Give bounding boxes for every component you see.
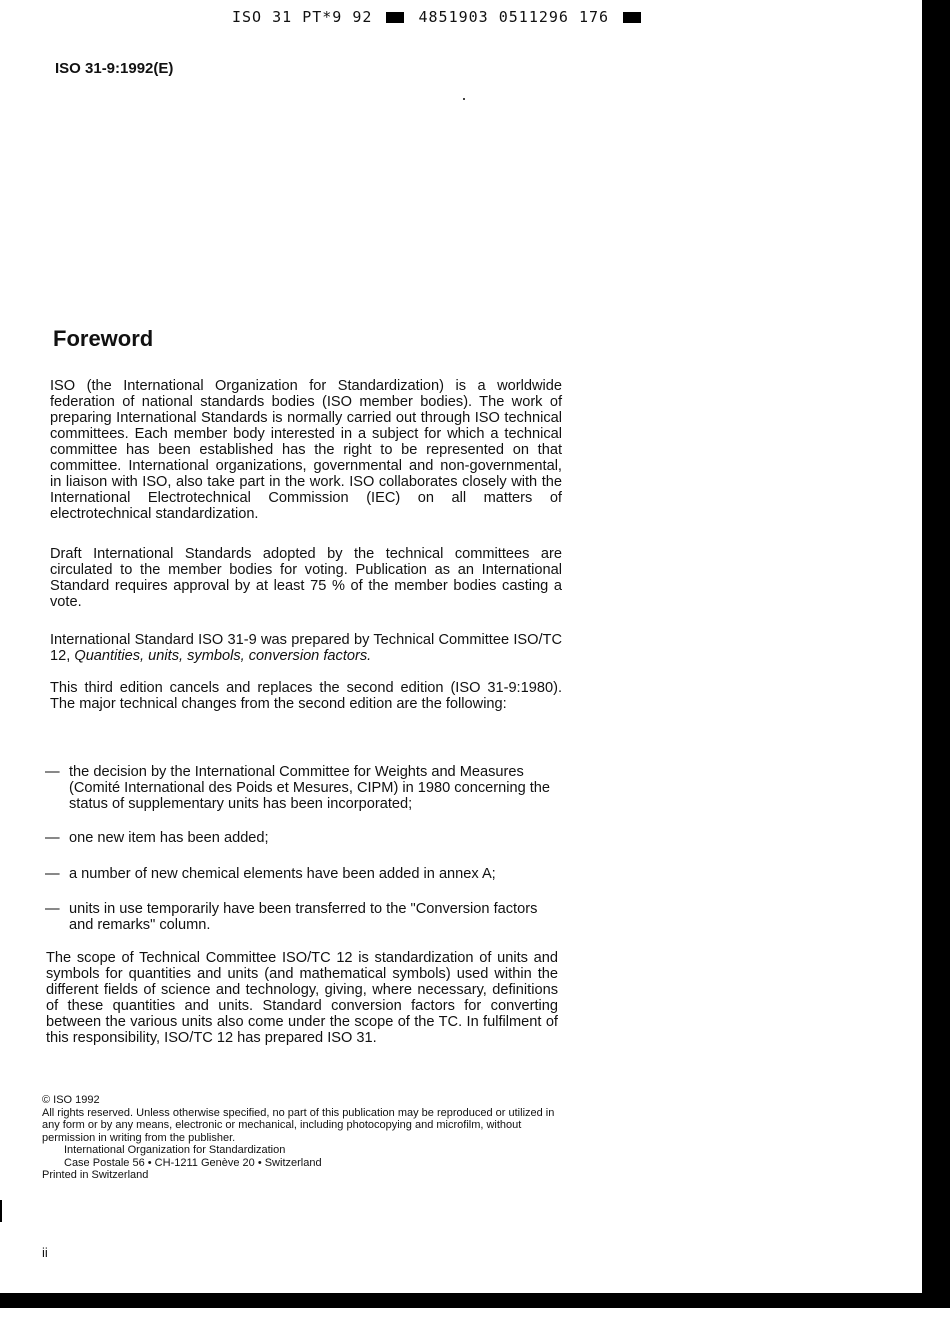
list-dash: —	[45, 901, 60, 917]
copyright-line: © ISO 1992	[42, 1094, 100, 1106]
list-dash: —	[45, 764, 60, 780]
foreword-paragraph-1: ISO (the International Organization for Standardization) is a worldwide federation of national standards bodies (ISO member bodies). The work of preparing International Standards is normally carried out through ISO technical committees. Each member body interested in a subject for which a technical committee has been established has the right to be represented on that committee. International organizations, governmental and non-governmental, in liaison with ISO, also take part in the work. ISO collaborates closely with the International Electrotechnical Commission (IEC) on all matters of electrotechnical standardization.	[50, 378, 562, 522]
scan-header-number: 4851903 0511296 176	[418, 8, 610, 26]
list-item	[45, 866, 560, 882]
foreword-paragraph-4: This third edition cancels and replaces the second edition (ISO 31-9:1980). The major technical changes from the second edition are the following:	[50, 680, 562, 712]
document-id: ISO 31-9:1992(E)	[55, 60, 174, 77]
list-dash: —	[45, 866, 60, 882]
foreword-paragraph-5: The scope of Technical Committee ISO/TC 12 is standardization of units and symbols for quantities and units (and mathematical symbols) used within the different fields of science and technology, giving, where necessary, definitions of these quantities and units. Standard conversion factors for converting between the various units also come under the scope of the TC. In fulfilment of this responsibility, ISO/TC 12 has prepared ISO 31.	[46, 950, 558, 1046]
list-item-text: a number of new chemical elements have been added in annex A;	[69, 866, 496, 882]
list-dash: —	[45, 830, 60, 846]
scan-header-code: ISO 31 PT*9 92	[232, 8, 373, 26]
scan-margin-bottom	[0, 1308, 950, 1344]
committee-title: Quantities, units, symbols, conversion factors.	[74, 648, 372, 664]
scan-speck	[463, 98, 465, 100]
list-item	[45, 901, 560, 933]
copyright-notice	[42, 1094, 562, 1182]
printed-location: Printed in Switzerland	[42, 1169, 149, 1181]
list-item-text: one new item has been added;	[69, 830, 269, 846]
list-item	[45, 830, 560, 846]
list-item-text: units in use temporarily have been transferred to the "Conversion factors and remarks" column.	[69, 901, 538, 933]
scan-header	[232, 8, 645, 26]
foreword-paragraph-2: Draft International Standards adopted by the technical committees are circulated to the member bodies for voting. Publication as an International Standard requires approval by at least 75 % of the member bodies casting a vote.	[50, 546, 562, 610]
page-title: Foreword	[53, 326, 154, 351]
foreword-paragraph-3	[50, 632, 562, 664]
publisher-name: International Organization for Standardization	[64, 1144, 286, 1156]
scan-border-right	[922, 0, 950, 1344]
scan-block-mark	[623, 12, 641, 23]
list-item-text: the decision by the International Committee for Weights and Measures (Comité International des Poids et Mesures, CIPM) in 1980 concerning the status of supplementary units has been incorporated;	[69, 764, 551, 812]
publisher-address: Case Postale 56 • CH-1211 Genève 20 • Switzerland	[64, 1156, 322, 1169]
rights-statement: All rights reserved. Unless otherwise specified, no part of this publication may be reproduced or utilized in any form or by any means, electronic or mechanical, including photocopying and microfilm, without permission in writing from the publisher.	[42, 1106, 555, 1144]
paragraph-text: International Standard ISO 31-9 was prepared by Technical Committee ISO/TC 12,	[50, 632, 562, 664]
list-item	[45, 764, 560, 812]
scan-mark	[0, 1200, 2, 1222]
page-number: ii	[42, 1245, 48, 1260]
scan-block-mark	[386, 12, 404, 23]
